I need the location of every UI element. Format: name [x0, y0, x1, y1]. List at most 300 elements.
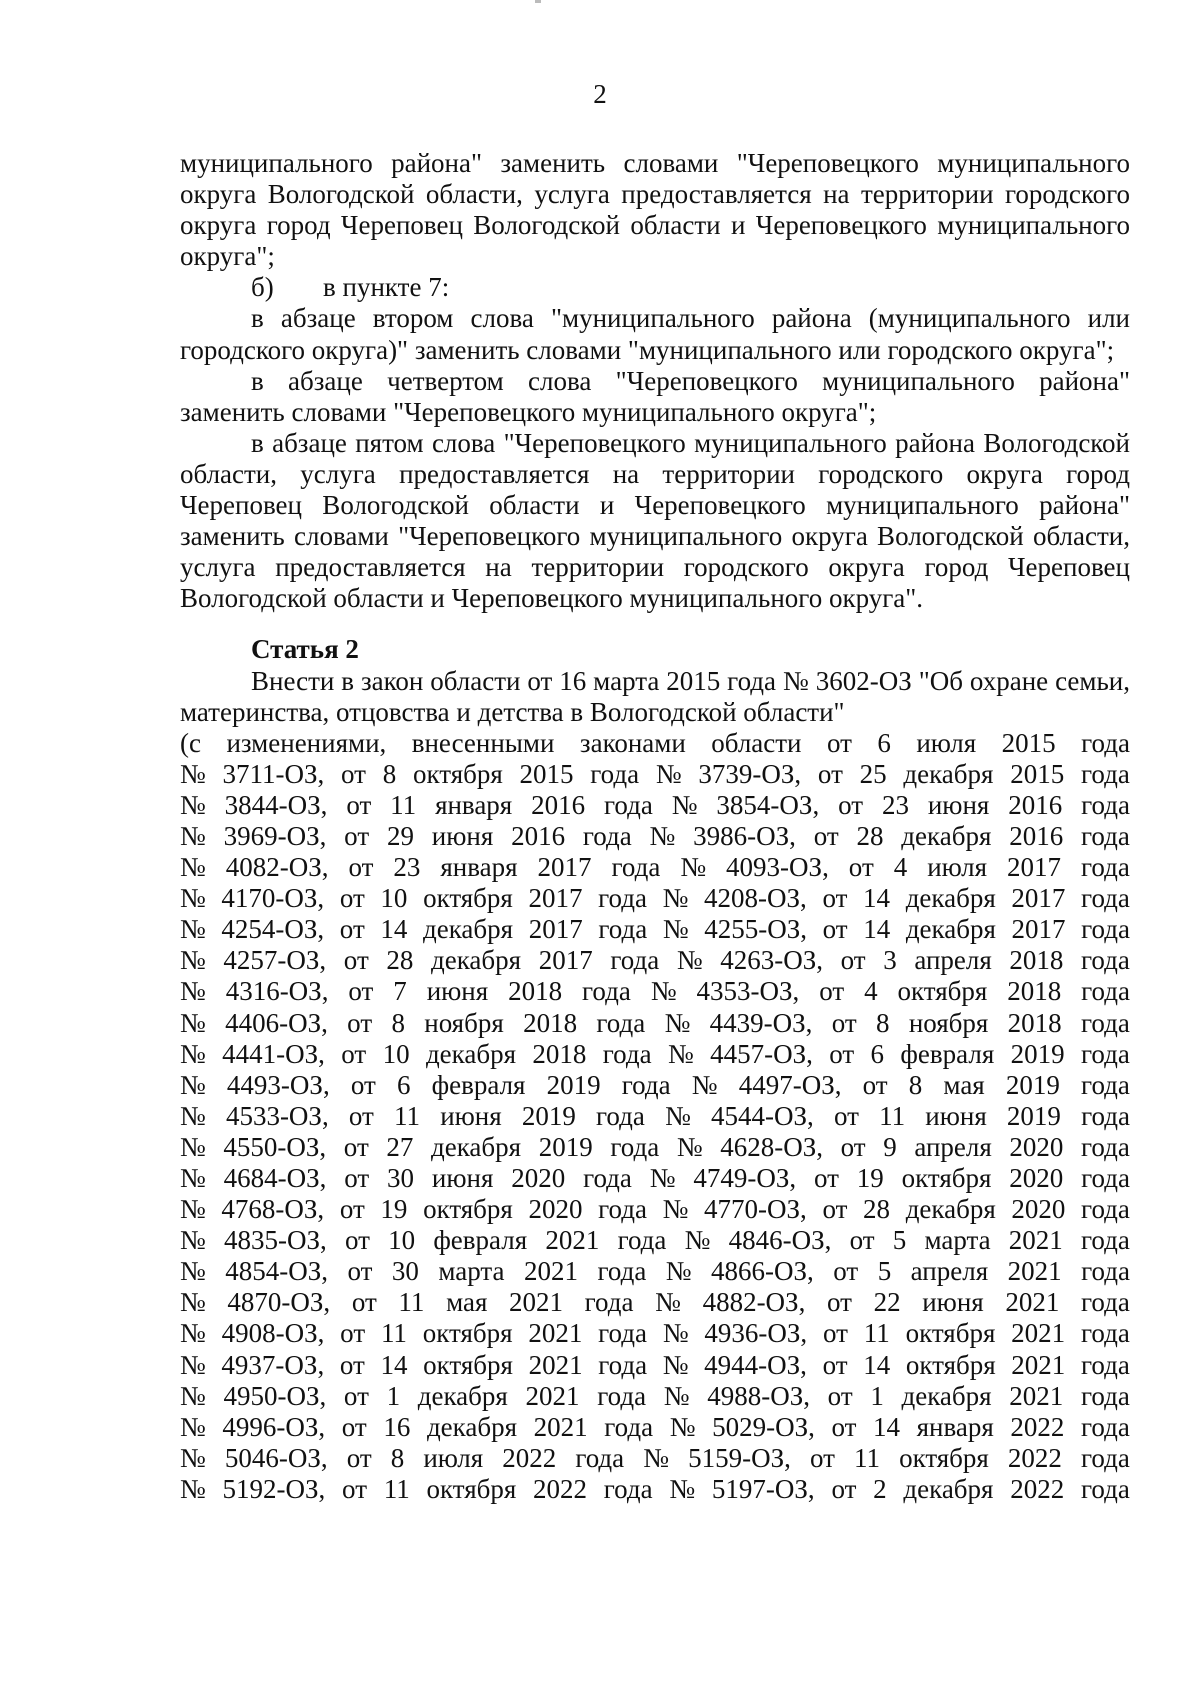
amendment-word: № [180, 1007, 206, 1038]
amendment-line [180, 790, 1130, 821]
amendment-word: 4684-ОЗ, [223, 1163, 327, 1193]
amendment-word: декабря [417, 1380, 508, 1411]
amendment-word: июня [927, 789, 990, 820]
amendment-word: 4254-ОЗ, [221, 914, 325, 945]
amendment-word: от [348, 852, 374, 883]
amendment-word: № [643, 1442, 670, 1473]
amendment-word: № [663, 1380, 690, 1411]
amendment-word: от [822, 1194, 848, 1225]
amendment-word: ноября [424, 1007, 504, 1038]
amendment-word: № [655, 758, 682, 789]
amendment-word: от [341, 1411, 367, 1442]
amendment-word: 4457-ОЗ, [710, 1038, 813, 1069]
amendment-line [180, 1443, 1130, 1474]
amendment-line [180, 945, 1130, 976]
amendment-word: 8 [390, 1442, 405, 1473]
amendment-word: октября [412, 758, 503, 789]
amendment-line [180, 1225, 1130, 1256]
amendment-word: от [339, 1349, 365, 1380]
amendment-word: 4406-ОЗ, [225, 1007, 328, 1038]
amendment-word: 4493-ОЗ, [226, 1069, 330, 1100]
amendment-word: 3711-ОЗ, [222, 758, 325, 789]
amendment-word: 3 [883, 945, 897, 976]
amendment-word: № [662, 1318, 689, 1349]
amendment-word: 4208-ОЗ, [704, 883, 807, 914]
amendment-word: года [1080, 1380, 1130, 1411]
amendment-word: 8 [382, 758, 397, 789]
amendment-word: 2019 [521, 1100, 576, 1131]
amendment-word: года [590, 758, 640, 789]
amendment-word: 4170-ОЗ, [221, 883, 325, 914]
amendment-word: 14 [873, 1411, 901, 1442]
amendment-word: от [347, 1256, 373, 1287]
amendment-word: 29 [386, 820, 414, 851]
amendment-word: 4866-ОЗ, [711, 1256, 814, 1287]
amendment-word: апреля [914, 1131, 992, 1162]
amendment-word: 4550-ОЗ, [223, 1131, 327, 1162]
amendment-word: 4093-ОЗ, [726, 852, 829, 883]
amendment-word: изменениями, [226, 727, 387, 758]
amendment-line [180, 759, 1130, 790]
amendment-word: 2015 [519, 758, 574, 789]
amendment-word: от [831, 1007, 857, 1038]
amendment-word: 10 [382, 1038, 410, 1069]
amendment-word: октября [901, 1163, 992, 1193]
amendment-word: 8 [876, 1007, 890, 1038]
paragraph-second-abzac: в абзаце втором слова "муниципального района (муниципального или городского округа)" заменить словами "муниципального или городского округа"; [180, 303, 1130, 365]
amendment-word: года [621, 1069, 671, 1100]
amendment-line [180, 1287, 1130, 1318]
amendment-word: 4441-ОЗ, [222, 1038, 325, 1069]
amendment-word: апреля [910, 1256, 989, 1287]
amendment-word: года [604, 789, 653, 820]
scan-artifact-mark [535, 0, 541, 3]
amendment-word: 11 [390, 789, 417, 820]
amendment-word: октября [899, 1442, 989, 1473]
amendment-word: 2018 [532, 1038, 587, 1069]
amendment-word: года [1081, 727, 1130, 758]
amendment-word: года [1081, 1069, 1130, 1100]
amendment-word: от [341, 758, 366, 789]
amendment-word: декабря [423, 914, 514, 945]
amendment-word: 4 [893, 852, 908, 883]
amendment-word: от [840, 1131, 866, 1162]
amendment-word: 2022 [533, 1473, 588, 1504]
amendment-word: 4628-ОЗ, [720, 1131, 823, 1162]
amendment-word: от [344, 1225, 370, 1256]
amendment-word: № [649, 1163, 676, 1193]
amendment-word: № [676, 1131, 703, 1162]
amendment-word: 7 [393, 976, 407, 1007]
amendment-word: от [351, 1287, 377, 1318]
amendment-word: 30 [387, 1163, 415, 1193]
amendment-word: 11 [398, 1287, 425, 1318]
amendment-word: 28 [386, 945, 414, 976]
amendment-word: 28 [856, 820, 884, 851]
amendment-word: 2021 [1009, 1380, 1064, 1411]
amendment-word: № [662, 1349, 689, 1380]
amendment-word: от [341, 1038, 367, 1069]
amendment-word: года [603, 1473, 653, 1504]
amendment-word: 4082-ОЗ, [225, 852, 329, 883]
amendment-word: 2 [873, 1473, 887, 1504]
amendment-word: декабря [901, 1380, 992, 1411]
amendment-word: от [831, 1411, 857, 1442]
amendment-word: № [667, 1038, 694, 1069]
amendment-word: 4988-ОЗ, [707, 1380, 810, 1411]
amendment-word: 2018 [1007, 1007, 1062, 1038]
amendment-line [180, 883, 1130, 914]
amendment-word: 2021 [528, 1349, 583, 1380]
amendment-word: июня [922, 1287, 984, 1318]
amendment-word: 9 [883, 1131, 897, 1162]
amendment-word: декабря [431, 1131, 522, 1162]
amendment-word: года [596, 1007, 646, 1038]
amendment-word: 4353-ОЗ, [696, 976, 800, 1007]
amendment-word: года [1081, 1287, 1130, 1318]
amendment-word: года [602, 1038, 652, 1069]
amendment-word: 2017 [528, 914, 583, 945]
amendment-word: года [1081, 1163, 1130, 1193]
amendment-word: февраля [431, 1069, 526, 1100]
amendment-word: 10 [388, 1225, 416, 1256]
amendment-word: года [1080, 758, 1130, 789]
amendment-word: от [826, 1287, 852, 1318]
amendment-word: года [575, 1442, 625, 1473]
amendment-word: 2017 [1011, 883, 1066, 914]
amendment-word: 2022 [502, 1442, 557, 1473]
amendment-word: 2022 [1010, 1473, 1065, 1504]
amendment-word: 2017 [537, 852, 592, 883]
amendment-word: года [610, 1131, 660, 1162]
amendment-word: от [343, 1131, 369, 1162]
amendment-word: от [339, 883, 365, 914]
amendment-word: № [180, 976, 206, 1007]
amendment-word: года [1080, 1473, 1130, 1504]
amendment-word: от [838, 789, 864, 820]
amendment-word: 2016 [1009, 820, 1064, 851]
amendment-word: года [1081, 1256, 1130, 1287]
amendment-word: от [848, 852, 874, 883]
amendment-word: 2021 [1005, 1287, 1060, 1318]
amendment-word: 19 [380, 1194, 408, 1225]
amendment-word: года [610, 945, 660, 976]
amendment-list [180, 728, 1130, 1505]
amendment-word: октября [905, 1349, 996, 1380]
amendment-word: 5159-ОЗ, [688, 1442, 791, 1473]
amendment-word: № [662, 883, 689, 914]
amendment-word: марта [924, 1225, 991, 1256]
amendment-word: от [339, 914, 365, 945]
amendment-word: от [348, 976, 374, 1007]
amendment-word: от [833, 1256, 859, 1287]
amendment-word: 11 [863, 1318, 890, 1349]
amendment-word: 3969-ОЗ, [223, 820, 327, 851]
amendment-line [180, 1256, 1130, 1287]
amendment-word: от [849, 1225, 875, 1256]
amendment-word: № [180, 1100, 206, 1131]
amendment-word: 2021 [509, 1287, 564, 1318]
amendment-word: года [604, 1411, 654, 1442]
amendment-word: 4835-ОЗ, [223, 1225, 327, 1256]
amendment-word: 5 [877, 1256, 892, 1287]
amendment-word: 2021 [1011, 1349, 1066, 1380]
amendment-word: октября [423, 883, 513, 914]
amendment-word: 3739-ОЗ, [698, 758, 802, 789]
amendment-word: января [440, 852, 518, 883]
amendment-word: года [582, 976, 631, 1007]
amendment-word: от [339, 1194, 365, 1225]
amendment-word: года [1081, 789, 1130, 820]
amendment-word: года [1081, 1442, 1130, 1473]
amendment-word: октября [897, 976, 988, 1007]
amendment-word: от [817, 758, 843, 789]
amendment-word: 2019 [1010, 1038, 1065, 1069]
amendment-word: 3986-ОЗ, [693, 820, 796, 851]
amendment-word: года [598, 914, 648, 945]
amendment-word: года [584, 1287, 634, 1318]
amendment-word: 4439-ОЗ, [709, 1007, 813, 1038]
amendment-word: 5197-ОЗ, [711, 1473, 815, 1504]
amendment-word: от [809, 1442, 835, 1473]
amendment-word: 2017 [528, 883, 583, 914]
amendment-word: № [655, 1287, 681, 1318]
amendment-word: 11 [879, 1100, 906, 1131]
amendment-word: 2021 [1007, 1256, 1062, 1287]
amendment-word: декабря [905, 1194, 996, 1225]
amendment-word: от [344, 820, 370, 851]
amendment-word: № [662, 1194, 689, 1225]
amendment-word: октября [905, 1318, 996, 1349]
amendment-word: 2020 [1011, 1194, 1066, 1225]
amendment-word: № [180, 852, 206, 883]
amendment-word: № [180, 1194, 206, 1225]
amendment-word: декабря [905, 883, 996, 914]
amendment-word: № [180, 1256, 206, 1287]
amendment-word: 23 [881, 789, 909, 820]
amendment-word: 4544-ОЗ, [711, 1100, 814, 1131]
amendment-word: от [346, 789, 372, 820]
amendment-word: июля [916, 727, 977, 758]
amendment-word: года [583, 1163, 632, 1193]
amendment-word: внесенными [411, 727, 555, 758]
amendment-word: от [826, 727, 852, 758]
amendment-word: 4950-ОЗ, [223, 1380, 327, 1411]
paragraph-fourth-abzac: в абзаце четвертом слова "Череповецкого муниципального района" заменить словами "Череповецкого муниципального округа"; [180, 365, 1130, 427]
amendment-word: 5192-ОЗ, [222, 1473, 326, 1504]
amendment-word: 4316-ОЗ, [225, 976, 329, 1007]
page-number: 2 [593, 79, 607, 109]
amendment-word: 4908-ОЗ, [221, 1318, 325, 1349]
amendment-word: № [649, 820, 676, 851]
amendment-word: от [346, 1442, 372, 1473]
amendment-word: от [862, 1069, 888, 1100]
amendment-word: года [1080, 1318, 1130, 1349]
amendment-word: 2021 [545, 1225, 600, 1256]
amendment-word: от [343, 1380, 369, 1411]
amendment-word: 2017 [1007, 852, 1061, 883]
amendment-word: 22 [873, 1287, 901, 1318]
amendment-word: года [1080, 852, 1130, 883]
amendment-word: года [1080, 1349, 1130, 1380]
list-item-text: в пункте 7: [323, 272, 450, 303]
amendment-word: законами [579, 727, 686, 758]
amendment-line [180, 1070, 1130, 1101]
amendment-word: 11 [853, 1442, 880, 1473]
amendment-word: года [1081, 1131, 1130, 1162]
amendment-word: марта [438, 1256, 505, 1287]
amendment-word: мая [446, 1287, 488, 1318]
amendment-word: 2017 [1011, 914, 1066, 945]
amendment-word: декабря [426, 1411, 518, 1442]
amendment-word: 2019 [546, 1069, 601, 1100]
amendment-word: года [1081, 883, 1130, 914]
amendment-word: (с [180, 727, 201, 758]
amendment-word: № [180, 1473, 206, 1504]
amendment-word: года [1081, 976, 1130, 1007]
amendment-word: от [822, 914, 848, 945]
amendment-word: 2019 [538, 1131, 593, 1162]
amendment-word: октября [423, 1349, 513, 1380]
amendment-word: 4257-ОЗ, [223, 945, 327, 976]
amendment-word: 2016 [511, 820, 566, 851]
amendment-word: января [435, 789, 513, 820]
amendment-word: 2018 [1009, 945, 1064, 976]
amendment-word: № [180, 1038, 206, 1069]
amendment-line [180, 976, 1130, 1007]
amendment-word: 2016 [1008, 789, 1063, 820]
amendment-word: от [348, 1100, 374, 1131]
amendment-word: апреля [914, 945, 992, 976]
amendment-word: 14 [380, 914, 408, 945]
amendment-line [180, 914, 1130, 945]
amendment-word: от [350, 1069, 376, 1100]
amendment-word: 11 [383, 1473, 410, 1504]
amendment-word: 2019 [1006, 1100, 1061, 1131]
amendment-word: года [1081, 1411, 1130, 1442]
amendment-word: 28 [863, 1194, 891, 1225]
amendment-word: года [598, 1318, 648, 1349]
amendment-line [180, 1412, 1130, 1443]
amendment-word: 4870-ОЗ, [227, 1287, 331, 1318]
amendment-word: 5029-ОЗ, [712, 1411, 815, 1442]
amendment-line [180, 1194, 1130, 1225]
amendment-line [180, 1318, 1130, 1349]
amendment-word: декабря [903, 758, 994, 789]
amendment-word: 2020 [511, 1163, 566, 1193]
amendment-word: № [671, 789, 698, 820]
amendment-word: № [180, 1442, 206, 1473]
amendment-word: 23 [393, 852, 421, 883]
amendment-word: 4944-ОЗ, [704, 1349, 807, 1380]
amendment-word: 14 [863, 883, 891, 914]
amendment-word: 2016 [531, 789, 586, 820]
amendment-word: от [344, 1163, 370, 1193]
amendment-word: 6 [870, 1038, 885, 1069]
amendment-word: декабря [901, 820, 992, 851]
amendment-word: № [676, 945, 703, 976]
amendment-word: июля [423, 1442, 484, 1473]
amendment-word: 4846-ОЗ, [728, 1225, 832, 1256]
amendment-word: 27 [386, 1131, 414, 1162]
amendment-word: 2018 [523, 1007, 578, 1038]
amendment-word: года [1081, 820, 1130, 851]
amendment-word: 3844-ОЗ, [224, 789, 328, 820]
amendment-word: № [180, 914, 206, 945]
amendment-line [180, 1381, 1130, 1412]
amendment-word: 2018 [1007, 976, 1062, 1007]
amendment-word: 30 [391, 1256, 419, 1287]
amendment-word: от [340, 1318, 366, 1349]
amendment-word: № [180, 883, 206, 914]
amendment-word: № [691, 1069, 718, 1100]
amendment-word: № [180, 945, 206, 976]
amendment-word: 2020 [1009, 1131, 1064, 1162]
amendment-line [180, 1008, 1130, 1039]
amendment-line [180, 1474, 1130, 1505]
amendment-word: 4937-ОЗ, [221, 1349, 325, 1380]
amendment-line [180, 1163, 1130, 1194]
amendment-word: октября [426, 1473, 517, 1504]
amendment-word: 2022 [1010, 1411, 1065, 1442]
article-heading: Статья 2 [251, 634, 359, 665]
amendment-word: № [180, 1163, 206, 1193]
amendment-word: 2019 [1005, 1069, 1060, 1100]
amendment-word: 14 [380, 1349, 408, 1380]
amendment-word: 2015 [1010, 758, 1065, 789]
amendment-word: № [662, 914, 689, 945]
amendment-word: 4 [864, 976, 878, 1007]
amendment-word: декабря [905, 914, 996, 945]
amendment-word: 2021 [533, 1411, 588, 1442]
amendment-word: от [829, 1038, 855, 1069]
amendment-word: 2021 [528, 1318, 583, 1349]
amendment-word: 4749-ОЗ, [693, 1163, 797, 1193]
amendment-word: от [833, 1100, 859, 1131]
amendment-word: 4936-ОЗ, [704, 1318, 808, 1349]
amendment-word: февраля [900, 1038, 995, 1069]
amendment-word: № [180, 1380, 206, 1411]
amendment-word: года [596, 1100, 645, 1131]
amendment-word: года [1081, 1194, 1130, 1225]
paragraph-fifth-abzac: в абзаце пятом слова "Череповецкого муниципального района Вологодской области, услуга предоставляется на территории городского округа город Череповец Вологодской области и Череповецкого муниципального района" заменить словами "Череповецкого муниципального округа Вологодской области, услуга предоставляется на территории городского округа город Череповец Вологодской области и Череповецкого муниципального округа". [180, 427, 1130, 614]
paragraph-continuation: муниципального района" заменить словами "Череповецкого муниципального округа Вологодской области, услуга предоставляется на территории городского округа город Череповец Вологодской области и Череповецкого муниципального округа"; [180, 148, 1130, 272]
amendment-word: года [611, 852, 661, 883]
amendment-word: 4255-ОЗ, [704, 914, 807, 945]
amendment-word: 2021 [1011, 1318, 1066, 1349]
amendment-word: года [1080, 1038, 1130, 1069]
amendment-word: 2021 [524, 1256, 578, 1287]
amendment-word: ноября [908, 1007, 989, 1038]
amendment-word: 25 [859, 758, 887, 789]
amendment-line [180, 728, 1130, 759]
amendment-word: июня [431, 820, 494, 851]
amendment-word: июня [440, 1100, 502, 1131]
amendment-word: 4770-ОЗ, [704, 1194, 807, 1225]
amendment-word: октября [423, 1194, 513, 1225]
amendment-word: 5046-ОЗ, [224, 1442, 328, 1473]
amendment-word: № [650, 976, 677, 1007]
amendment-word: 3854-ОЗ, [716, 789, 820, 820]
amendment-word: 2017 [538, 945, 593, 976]
amendment-word: № [180, 758, 206, 789]
amendment-word: от [822, 1349, 848, 1380]
amendment-word: 11 [394, 1100, 421, 1131]
amendment-line [180, 1350, 1130, 1381]
amendment-word: 1 [870, 1380, 884, 1411]
amendment-word: года [1081, 1225, 1130, 1256]
amendment-word: 4996-ОЗ, [222, 1411, 326, 1442]
